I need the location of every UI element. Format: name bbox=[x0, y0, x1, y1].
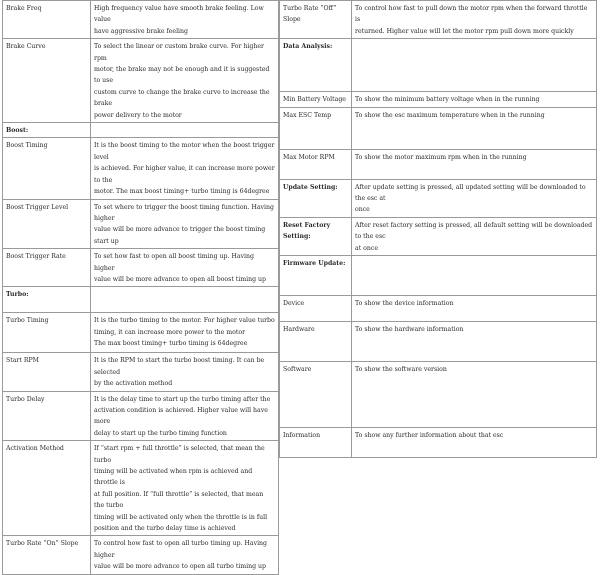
setting-description: To show the minimum battery voltage when in the running bbox=[352, 92, 597, 107]
setting-label: Information bbox=[280, 428, 352, 458]
right-settings-table bbox=[279, 0, 597, 458]
setting-label: Software bbox=[280, 362, 352, 428]
table-row bbox=[3, 39, 279, 123]
setting-label: Min Battery Voltage bbox=[280, 92, 352, 107]
setting-description: To set how fast to open all boost timing up. Having higher value will be more advance to open all boost timing up bbox=[91, 249, 279, 287]
setting-description: To show any further information about that esc bbox=[352, 428, 597, 458]
setting-description: To control how fast to open all turbo timing up. Having higher value will be more advance to open all turbo timing up bbox=[91, 536, 279, 574]
table-row bbox=[280, 428, 597, 458]
setting-label: Boost Trigger Rate bbox=[3, 249, 91, 287]
table-row bbox=[3, 249, 279, 287]
setting-description: High frequency value have smooth brake feeling. Low value have aggressive brake feeling bbox=[91, 1, 279, 39]
setting-label: Turbo Rate “On” Slope bbox=[3, 536, 91, 574]
setting-description: To show the motor maximum rpm when in the running bbox=[352, 149, 597, 179]
setting-label: Turbo Timing bbox=[3, 313, 91, 353]
setting-label: Turbo Delay bbox=[3, 391, 91, 441]
two-column-layout bbox=[2, 0, 597, 571]
table-row bbox=[3, 138, 279, 199]
table-row bbox=[280, 322, 597, 362]
setting-label: Brake Curve bbox=[3, 39, 91, 123]
table-row bbox=[280, 1, 597, 39]
setting-description bbox=[352, 39, 597, 92]
setting-description bbox=[91, 123, 279, 138]
table-row bbox=[280, 179, 597, 217]
table-row bbox=[280, 149, 597, 179]
setting-description: To set where to trigger the boost timing function. Having higher value will be more advance to trigger the boost timing start up bbox=[91, 199, 279, 249]
section-heading: Reset Factory Setting: bbox=[280, 217, 352, 255]
setting-label: Hardware bbox=[280, 322, 352, 362]
table-row bbox=[3, 1, 279, 39]
section-heading: Data Analysis: bbox=[280, 39, 352, 92]
setting-description: It is the delay time to start up the turbo timing after the activation condition is achieved. Higher value will have more delay to start up the turbo timing function bbox=[91, 391, 279, 441]
setting-label: Boost Trigger Level bbox=[3, 199, 91, 249]
table-row bbox=[280, 217, 597, 255]
setting-label: Brake Freq bbox=[3, 1, 91, 39]
table-row bbox=[3, 313, 279, 353]
setting-description: To show the hardware information bbox=[352, 322, 597, 362]
table-row bbox=[280, 296, 597, 322]
setting-description: After update setting is pressed, all updated setting will be downloaded to the esc at once bbox=[352, 179, 597, 217]
setting-description: To show the device information bbox=[352, 296, 597, 322]
setting-description: It is the turbo timing to the motor. For higher value turbo timing, it can increase more power to the motor The max boost timing+ turbo timing is 64degree bbox=[91, 313, 279, 353]
table-row bbox=[3, 441, 279, 536]
table-row bbox=[280, 39, 597, 92]
setting-description: To control how fast to pull down the motor rpm when the forward throttle is returned. Higher value will let the motor rpm pull down more quickly bbox=[352, 1, 597, 39]
table-row bbox=[3, 353, 279, 391]
setting-description: To show the software version bbox=[352, 362, 597, 428]
setting-description: After reset factory setting is pressed, all default setting will be downloaded to the esc at once bbox=[352, 217, 597, 255]
setting-description: To select the linear or custom brake curve. For higher rpm motor, the brake may not be enough and it is suggested to use custom curve to change the brake curve to increase the brake power delivery to the motor bbox=[91, 39, 279, 123]
section-heading: Turbo: bbox=[3, 287, 91, 313]
table-row bbox=[280, 92, 597, 107]
setting-description: To show the esc maximum temperature when in the running bbox=[352, 107, 597, 149]
setting-label: Activation Method bbox=[3, 441, 91, 536]
table-row bbox=[3, 391, 279, 441]
setting-description: It is the RPM to start the turbo boost timing. It can be selected by the activation method bbox=[91, 353, 279, 391]
setting-label: Max Motor RPM bbox=[280, 149, 352, 179]
setting-label: Boost Timing bbox=[3, 138, 91, 199]
setting-label: Max ESC Temp bbox=[280, 107, 352, 149]
setting-label: Turbo Rate “Off” Slope bbox=[280, 1, 352, 39]
section-heading: Update Setting: bbox=[280, 179, 352, 217]
table-row bbox=[3, 199, 279, 249]
table-row bbox=[280, 107, 597, 149]
table-row bbox=[3, 123, 279, 138]
setting-label: Start RPM bbox=[3, 353, 91, 391]
setting-description bbox=[352, 256, 597, 296]
table-row bbox=[280, 256, 597, 296]
table-row bbox=[280, 362, 597, 428]
table-row bbox=[3, 287, 279, 313]
setting-description: It is the boost timing to the motor when the boost trigger level is achieved. For higher value, it can increase more power to the motor. The max boost timing+ turbo timing is 64degree bbox=[91, 138, 279, 199]
setting-description: If “start rpm + full throttle” is selected, that mean the turbo timing will be activated when rpm is achieved and throttle is at full position. If “full throttle” is selected, that mean the turbo timing will be activated only when the throttle is in full position and the turbo delay time is achieved bbox=[91, 441, 279, 536]
setting-label: Device bbox=[280, 296, 352, 322]
section-heading: Boost: bbox=[3, 123, 91, 138]
section-heading: Firmware Update: bbox=[280, 256, 352, 296]
left-settings-table bbox=[2, 0, 279, 575]
table-row bbox=[3, 536, 279, 574]
setting-description bbox=[91, 287, 279, 313]
